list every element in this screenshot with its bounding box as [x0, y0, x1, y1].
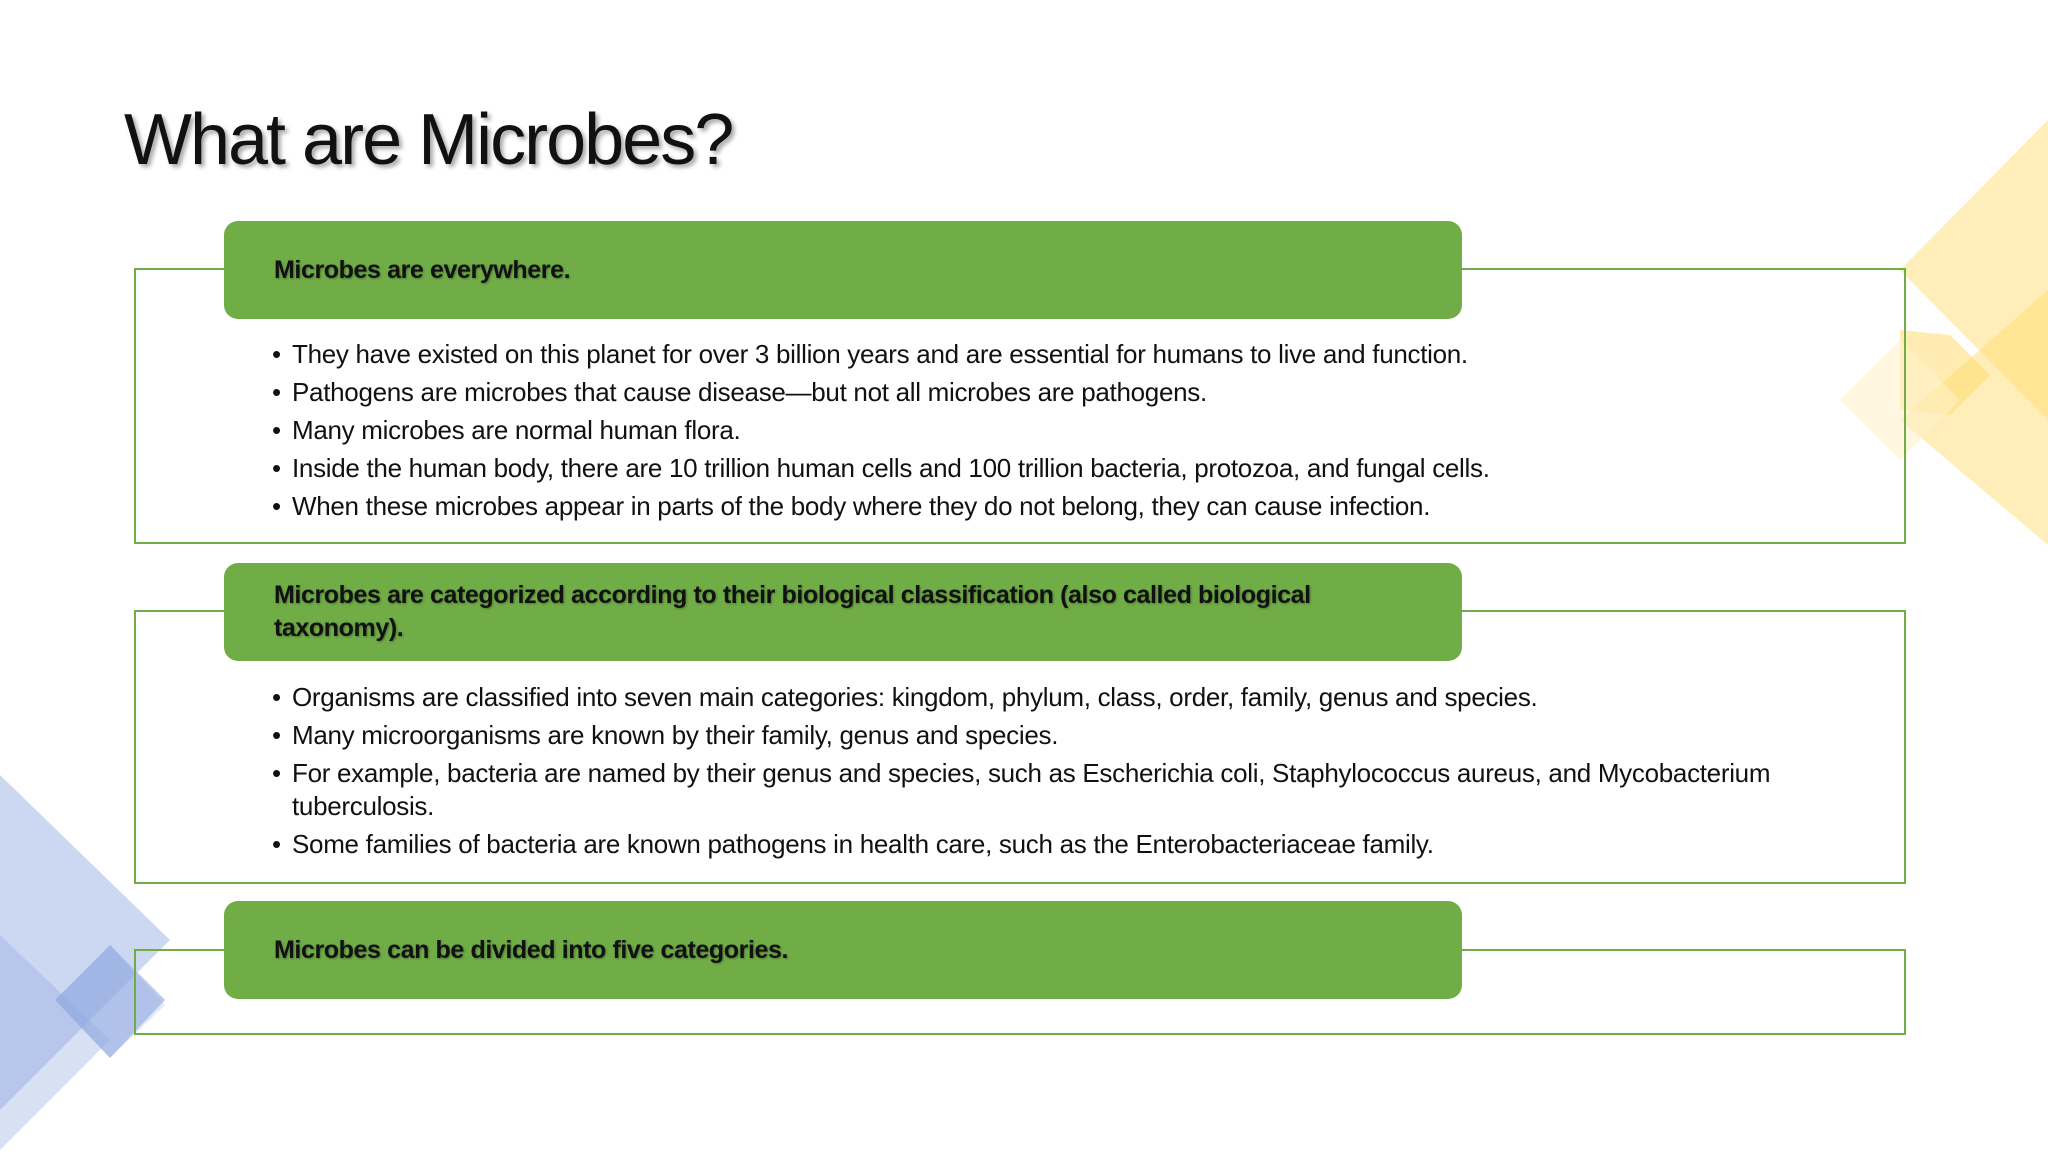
slide-title: What are Microbes? [124, 100, 733, 180]
section-heading: Microbes are categorized according to their biological classification (also called biological taxonomy). [274, 581, 1311, 642]
section-heading: Microbes can be divided into five categories. [274, 935, 789, 964]
bullet-item: • Organisms are classified into seven main categories: kingdom, phylum, class, order, family, genus and species. [272, 681, 1892, 714]
bullet-item: • Many microorganisms are known by their family, genus and species. [272, 719, 1892, 752]
section-heading: Microbes are everywhere. [274, 255, 571, 284]
bullet-item: • They have existed on this planet for over 3 billion years and are essential for humans to live and function. [272, 338, 1892, 371]
section-header-everywhere [224, 221, 1462, 319]
section-header-classification [224, 563, 1462, 661]
bullet-item: • When these microbes appear in parts of the body where they do not belong, they can cause infection. [272, 490, 1892, 523]
bullet-item: • For example, bacteria are named by their genus and species, such as Escherichia coli, Staphylococcus aureus, and Mycobacterium tuberculosis. [272, 757, 1892, 823]
bullet-item: • Some families of bacteria are known pathogens in health care, such as the Enterobacteriaceae family. [272, 828, 1892, 861]
bullet-item: • Inside the human body, there are 10 trillion human cells and 100 trillion bacteria, protozoa, and fungal cells. [272, 452, 1892, 485]
bullet-list-everywhere [272, 338, 1892, 528]
bullet-item: • Many microbes are normal human flora. [272, 414, 1892, 447]
section-header-five-categories [224, 901, 1462, 999]
bullet-list-classification [272, 681, 1892, 866]
bullet-item: • Pathogens are microbes that cause disease—but not all microbes are pathogens. [272, 376, 1892, 409]
